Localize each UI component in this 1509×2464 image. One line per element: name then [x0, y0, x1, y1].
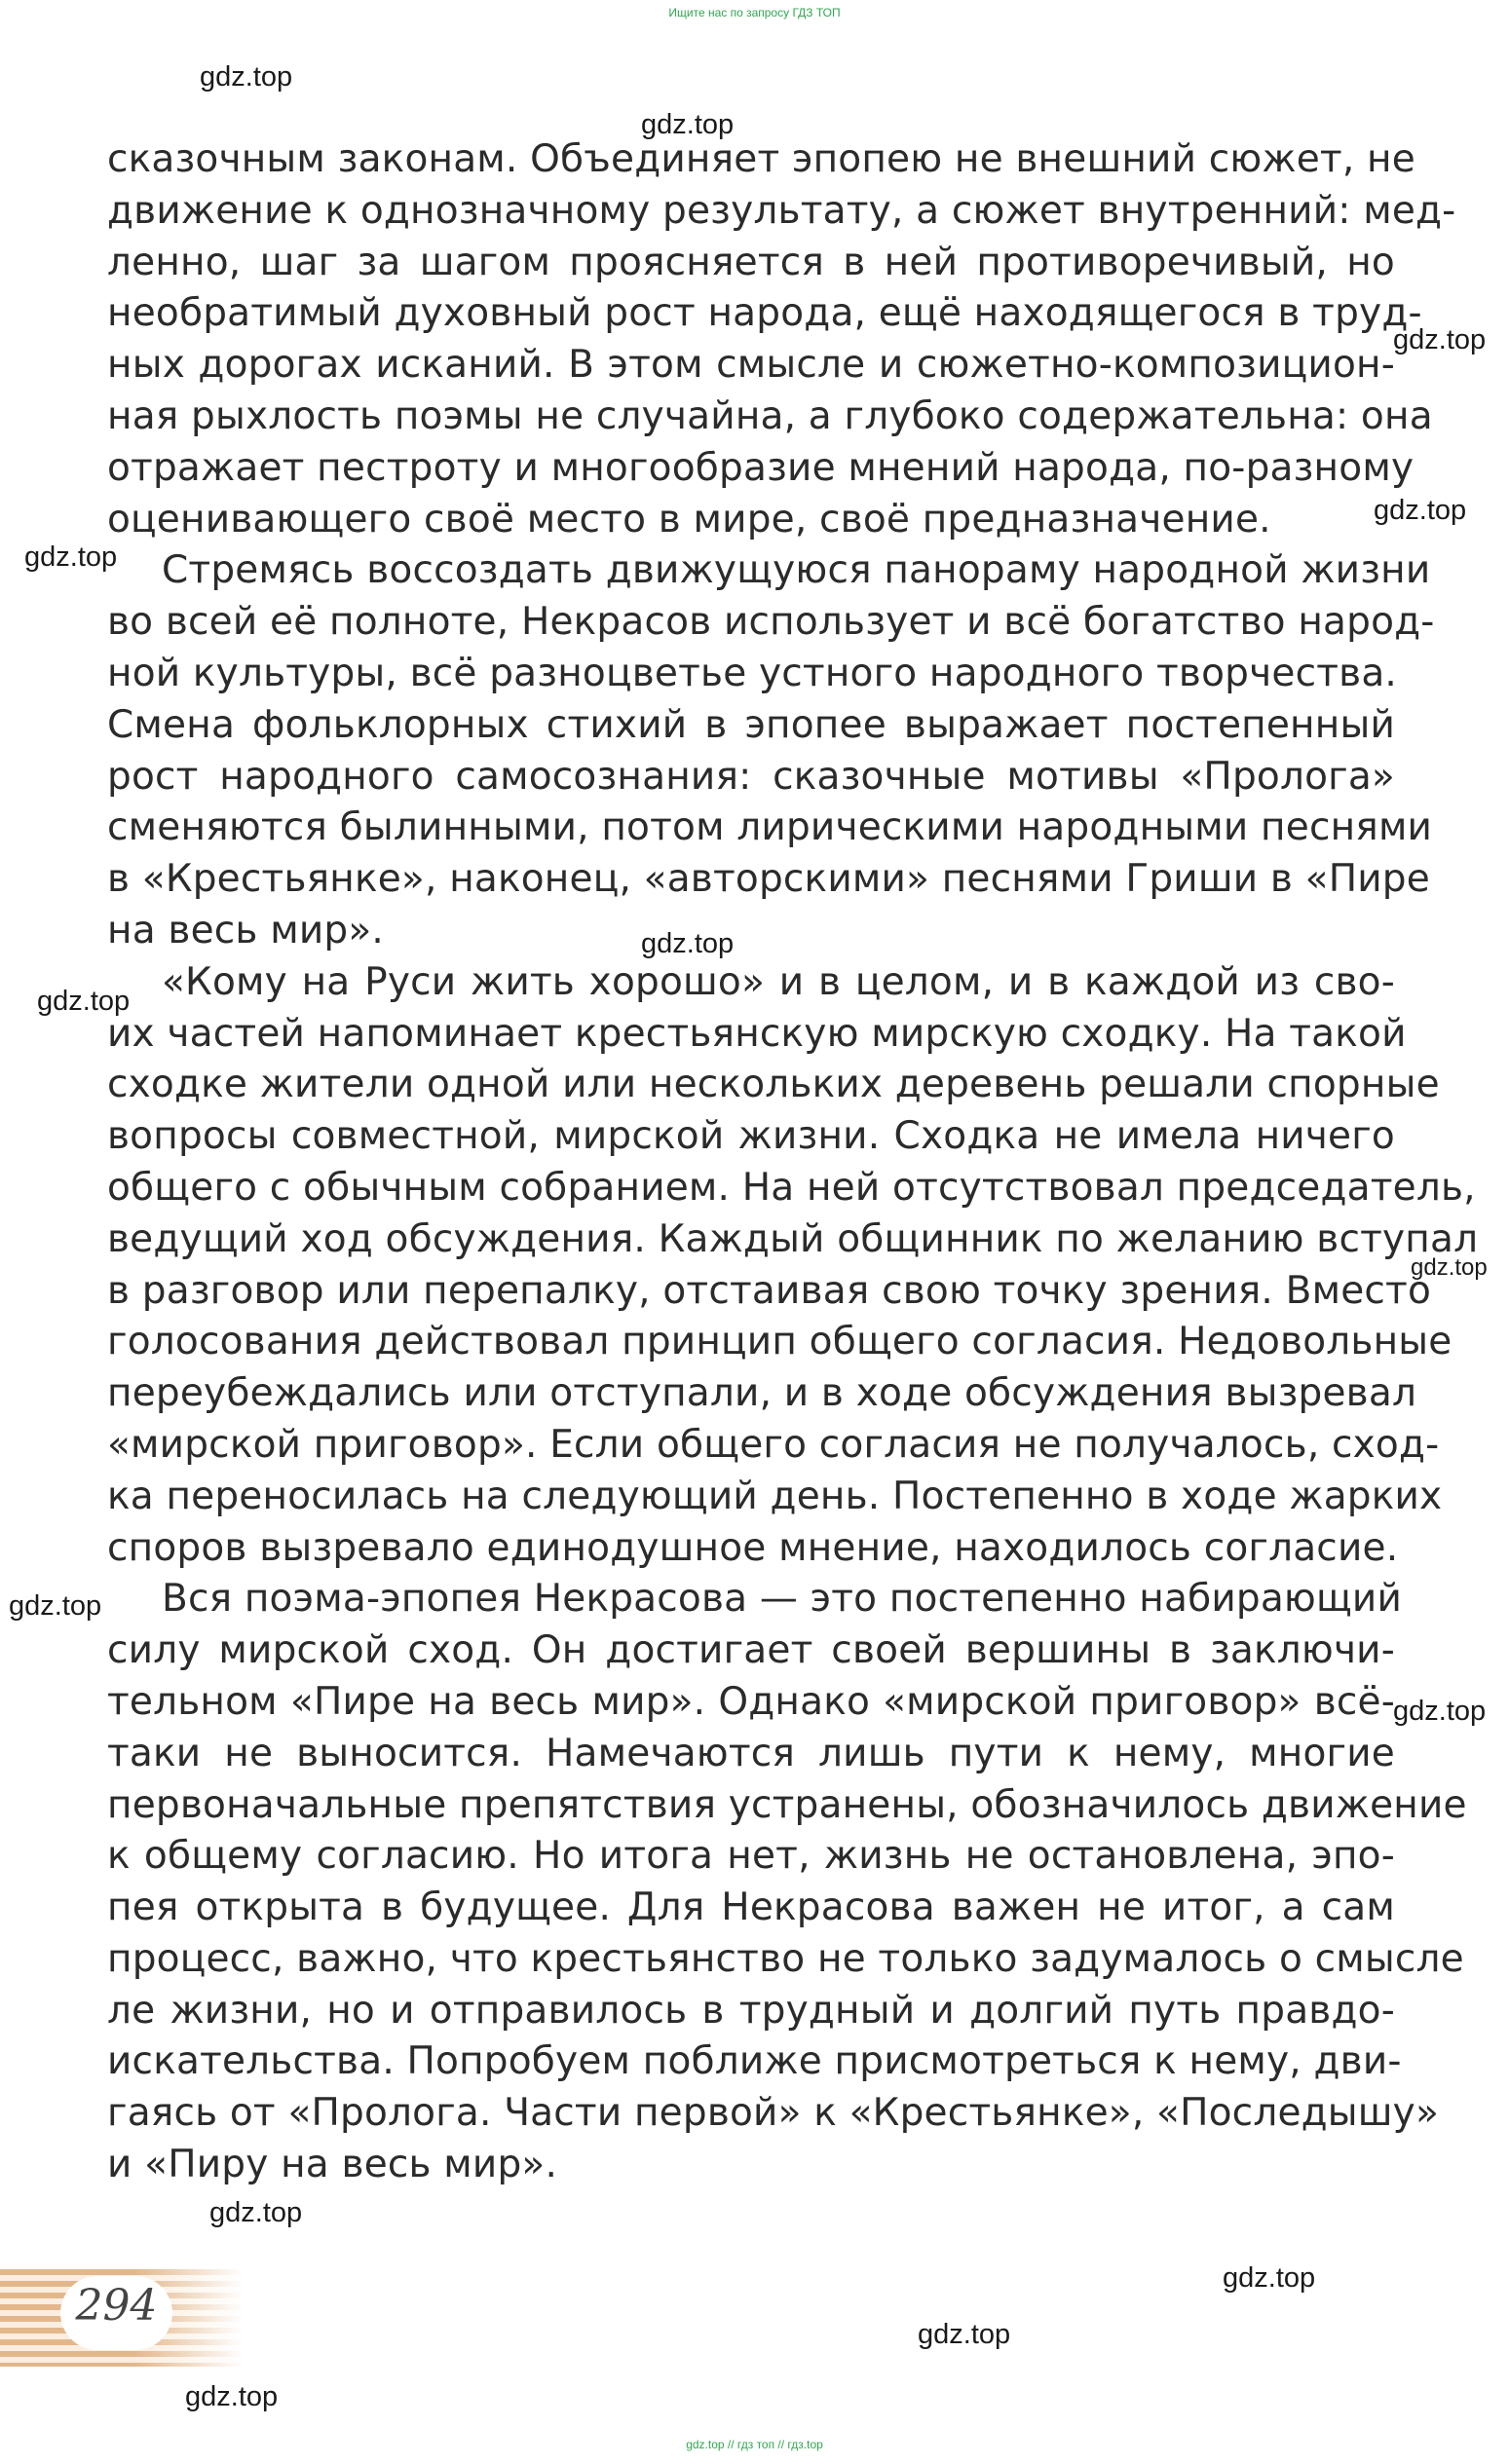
watermark: gdz.top: [918, 2319, 1011, 2350]
text-line: споров вызревало единодушное мнение, находилось согласие.: [107, 1525, 1399, 1570]
text-line: «Кому на Руси жить хорошо» и в целом, и в каждой из сво-: [162, 959, 1395, 1004]
text-line: вопросы совместной, мирской жизни. Сходка не имела ничего: [107, 1114, 1395, 1159]
text-line: рост народного самосознания: сказочные мотивы «Пролога»: [107, 754, 1395, 799]
text-line: оценивающего своё место в мире, своё предназначение.: [107, 497, 1271, 541]
text-line: необратимый духовный рост народа, ещё находящегося в труд-: [107, 291, 1422, 336]
text-line: Вся поэма-эпопея Некрасова — это постепенно набирающий: [162, 1577, 1402, 1622]
text-line: отражает пестроту и многообразие мнений народа, по-разному: [107, 445, 1415, 490]
text-line: переубеждались или отступали, и в ходе обсуждения вызревал: [107, 1371, 1417, 1416]
text-line: ведущий ход обсуждения. Каждый общинник по желанию вступал: [107, 1216, 1479, 1261]
text-line: сказочным законам. Объединяет эпопею не внешний сюжет, не: [107, 137, 1415, 181]
text-line: сменяются былинными, потом лирическими народными песнями: [107, 805, 1433, 850]
text-line: ной культуры, всё разноцветье устного народного творчества.: [107, 651, 1398, 695]
watermark: gdz.top: [1393, 1696, 1487, 1727]
text-line: «мирской приговор». Если общего согласия не получалось, сход-: [107, 1422, 1440, 1467]
text-line: общего с обычным собранием. На ней отсутствовал председатель,: [107, 1165, 1476, 1210]
text-line: движение к однозначному результату, а сюжет внутренний: мед-: [107, 188, 1456, 233]
text-line: искательства. Попробуем поближе присмотреться к нему, дви-: [107, 2039, 1402, 2084]
watermark: gdz.top: [24, 541, 118, 573]
text-line: их частей напоминает крестьянскую мирскую сходку. На такой: [107, 1011, 1407, 1056]
text-line: гаясь от «Пролога. Части первой» к «Крестьянке», «Последышу»: [107, 2091, 1440, 2136]
text-line: ленно, шаг за шагом проясняется в ней противоречивый, но: [107, 240, 1395, 284]
text-line: первоначальные препятствия устранены, обозначилось движение: [107, 1782, 1467, 1827]
text-line: к общему согласию. Но итога нет, жизнь не остановлена, эпо-: [107, 1834, 1395, 1879]
text-line: сходке жители одной или нескольких деревень решали спорные: [107, 1063, 1440, 1107]
top-banner: Ищите нас по запросу ГДЗ ТОП: [668, 6, 841, 19]
text-line: таки не выносится. Намечаются лишь пути к нему, многие: [107, 1731, 1395, 1775]
page-number: 294: [75, 2281, 158, 2331]
text-line: голосования действовал принцип общего согласия. Недовольные: [107, 1320, 1452, 1364]
text-line: ных дорогах исканий. В этом смысле и сюжетно-композицион-: [107, 343, 1395, 388]
text-line: в «Крестьянке», наконец, «авторскими» песнями Гриши в «Пире: [107, 857, 1430, 902]
watermark: gdz.top: [9, 1590, 102, 1622]
text-line: Смена фольклорных стихий в эпопее выражает постепенный: [107, 702, 1395, 747]
text-line: ка переносилась на следующий день. Постепенно в ходе жарких: [107, 1474, 1443, 1518]
watermark: gdz.top: [1393, 324, 1487, 355]
text-line: ле жизни, но и отправилось в трудный и долгий путь правдо-: [107, 1988, 1395, 2033]
watermark: gdz.top: [185, 2381, 279, 2412]
watermark: gdz.top: [37, 986, 131, 1017]
watermark: gdz.top: [200, 61, 293, 93]
text-line: на весь мир».: [107, 908, 384, 952]
watermark: gdz.top: [641, 109, 735, 140]
text-line: и «Пиру на весь мир».: [107, 2143, 558, 2187]
text-line: в разговор или перепалку, отстаивая свою точку зрения. Вместо: [107, 1268, 1432, 1313]
text-line: процесс, важно, что крестьянство не только задумалось о смысле: [107, 1936, 1464, 1981]
watermark: gdz.top: [641, 928, 735, 959]
text-line: ная рыхлость поэмы не случайна, а глубоко содержательна: она: [107, 393, 1433, 438]
text-line: во всей её полноте, Некрасов использует и всё богатство народ-: [107, 600, 1435, 645]
text-line: силу мирской сход. Он достигает своей вершины в заключи-: [107, 1628, 1395, 1673]
watermark: gdz.top: [1223, 2262, 1316, 2294]
watermark: gdz.top: [1374, 495, 1467, 526]
text-line: тельном «Пире на весь мир». Однако «мирской приговор» всё-: [107, 1679, 1395, 1724]
watermark: gdz.top: [1411, 1254, 1488, 1281]
text-line: Стремясь воссоздать движущуюся панораму народной жизни: [162, 548, 1431, 593]
watermark: gdz.top: [209, 2197, 303, 2228]
text-line: пея открыта в будущее. Для Некрасова важен не итог, а сам: [107, 1885, 1395, 1930]
bottom-banner: gdz.top // гдз топ // гдз.top: [686, 2438, 823, 2451]
